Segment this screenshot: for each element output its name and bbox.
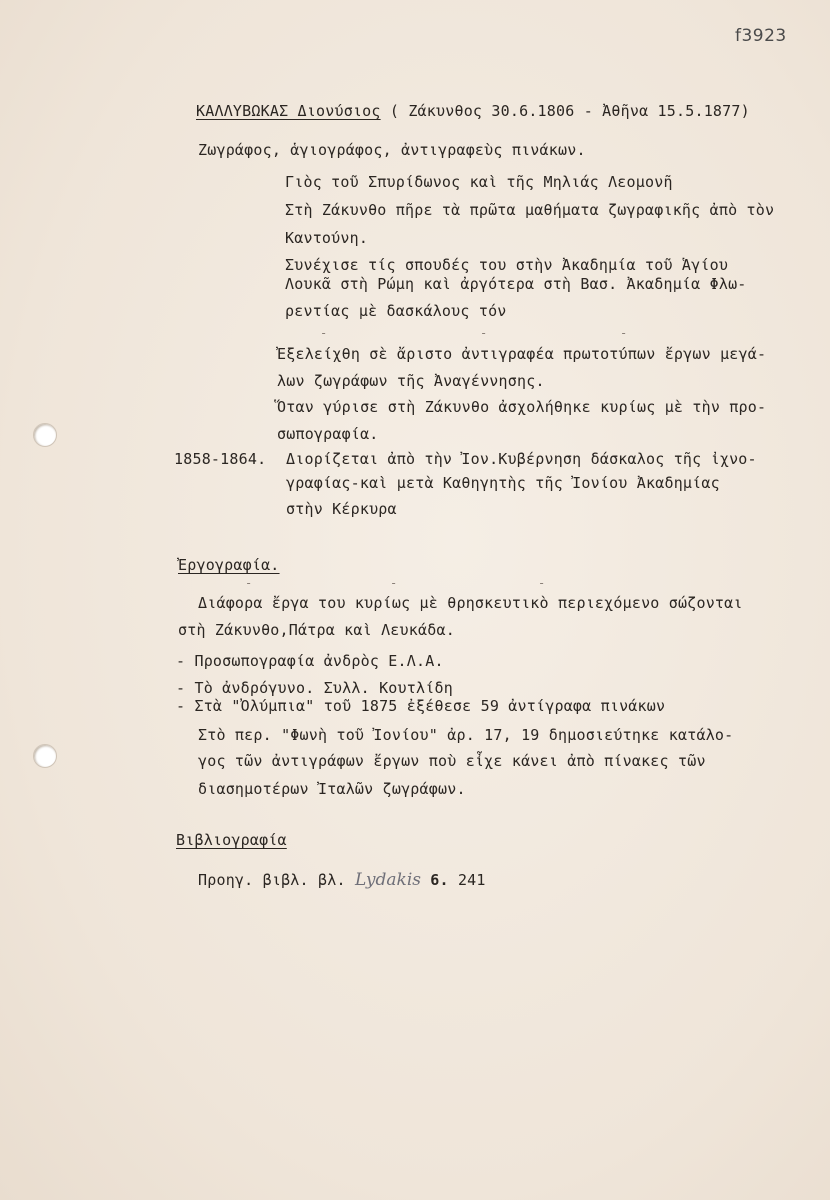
bio-line: Καντούνη. — [285, 229, 369, 247]
works-intro-line: Διάφορα ἔργα του κυρίως μὲ θρησκευτικὸ περιεχόμενο σώζονται — [198, 594, 743, 612]
works-note-line: διασημοτέρων Ἰταλῶν ζωγράφων. — [198, 780, 466, 798]
punch-hole-top — [33, 423, 57, 447]
works-item: - Στὰ "Ὀλύμπια" τοῦ 1875 ἐξέθεσε 59 ἀντίγραφα πινάκων — [176, 697, 666, 715]
faint-mark: - — [538, 576, 546, 590]
bibliography-heading: Βιβλιογραφία — [176, 831, 287, 849]
entry-header — [196, 102, 750, 120]
bio-line: Γιὸς τοῦ Σπυρίδωνος καὶ τῆς Μηλιάς Λεομονῆ — [285, 173, 673, 191]
bio-line: Ὅταν γύρισε στὴ Ζάκυνθο ἀσχολήθηκε κυρίως μὲ τὴν προ- — [277, 398, 767, 416]
faint-mark: - — [480, 326, 488, 340]
bibliography-page: 241 — [457, 871, 486, 889]
bibliography-volume: 6. — [430, 871, 449, 889]
bio-line: Λουκᾶ στὴ Ρώμη καὶ ἀργότερα στὴ Βασ. Ἀκαδημία Φλω- — [285, 275, 747, 293]
profession: Ζωγράφος, ἁγιογράφος, ἀντιγραφεὺς πινάκων. — [198, 141, 586, 159]
works-item: - Προσωπογραφία ἀνδρὸς Ε.Λ.Α. — [176, 652, 444, 670]
works-heading: Ἐργογραφία. — [178, 556, 280, 574]
faint-mark: - — [620, 326, 628, 340]
bibliography-prefix: Προηγ. βιβλ. βλ. — [198, 871, 346, 889]
bio-line: λων ζωγράφων τῆς Ἀναγέννησης. — [277, 372, 545, 390]
catalog-number: f3923 — [735, 26, 787, 46]
faint-mark: - — [245, 576, 253, 590]
artist-dates: ( Ζάκυνθος 30.6.1806 - Ἀθῆνα 15.5.1877) — [380, 102, 750, 120]
faint-mark: - — [390, 576, 398, 590]
bio-line: Ἐξελείχθη σὲ ἄριστο ἀντιγραφέα πρωτοτύπων ἔργων μεγά- — [277, 345, 767, 363]
bibliography-entry — [198, 871, 486, 889]
handwritten-author: Lydakis — [354, 870, 422, 890]
bio-line: Στὴ Ζάκυνθο πῆρε τὰ πρῶτα μαθήματα ζωγραφικῆς ἀπὸ τὸν — [285, 201, 775, 219]
bio-line: σωπογραφία. — [277, 425, 379, 443]
appointment-line: Διορίζεται ἀπὸ τὴν Ἰον.Κυβέρνηση δάσκαλος τῆς ἰχνο- — [286, 450, 757, 468]
artist-name: ΚΑΛΛΥΒΩΚΑΣ Διονύσιος — [196, 102, 381, 120]
bio-line: ρεντίας μὲ δασκάλους τόν — [285, 302, 507, 320]
punch-hole-bottom — [33, 744, 57, 768]
works-note-line: γος τῶν ἀντιγράφων ἔργων ποὺ εἶχε κάνει ἀπὸ πίνακες τῶν — [198, 752, 706, 770]
appointment-line: στὴν Κέρκυρα — [286, 500, 397, 518]
appointment-line: γραφίας-καὶ μετὰ Καθηγητὴς τῆς Ἰονίου Ἀκαδημίας — [286, 474, 720, 492]
works-intro-line: στὴ Ζάκυνθο,Πάτρα καὶ Λευκάδα. — [178, 621, 455, 639]
appointment-years: 1858-1864. — [174, 450, 267, 468]
bio-line: Συνέχισε τίς σπουδές του στὴν Ἀκαδημία τοῦ Ἁγίου — [285, 256, 729, 274]
works-item: - Τὸ ἀνδρόγυνο. Συλλ. Κουτλίδη — [176, 679, 453, 697]
works-note-line: Στὸ περ. "Φωνὴ τοῦ Ἰονίου" ἀρ. 17, 19 δημοσιεύτηκε κατάλο- — [198, 726, 734, 744]
faint-mark: - — [320, 326, 328, 340]
